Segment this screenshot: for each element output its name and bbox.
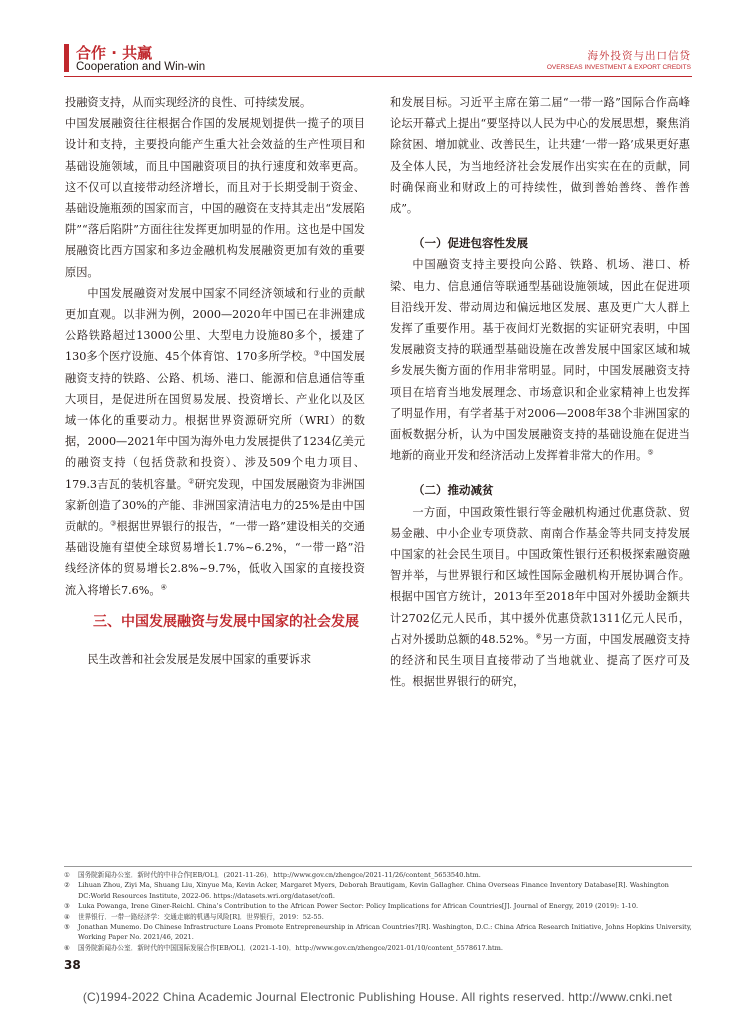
footnotes: [64, 870, 692, 953]
right-paragraph-2-text: 中国融资支持主要投向公路、铁路、机场、港口、桥梁、电力、信息通信等联通型基础设施领域，因此在促进项目沿线开发、带动周边和偏远地区发展、惠及更广大人群上发挥了重要作用。基于夜间灯光数据的实证研究表明，中国发展融资支持的联通型基础设施在改善发展中国家区域和城乡发展失衡方面的作用非常明显。同时，中国发展融资支持项目在培育当地发展理念、市场意识和企业家精神上也发挥了明显作用，有学者基于对2006—2008年38个非洲国家的面板数据分析，认为中国发展融资支持的基础设施在促进当地新的商业开发和经济活动上发挥着非常大的作用。: [390, 258, 690, 463]
footnote-text: Luka Powanga, Irene Giner-Reichl. China’s Contribution to the African Power Sector: Policy Implications for African Countries[J]. Journal of Energy, 2019 (2019): 1-10.: [78, 902, 639, 911]
footnote-item: [64, 943, 692, 953]
subheading-poverty-reduction: （二）推动减贫: [413, 483, 494, 498]
right-paragraph-1: 和发展目标。习近平主席在第二届“一带一路”国际合作高峰论坛开幕式上提出“要坚持以人民为中心的发展思想，聚焦消除贫困、增加就业、改善民生，让共建‘一带一路’成果更好惠及全体人民，为当地经济社会发展作出实实在在的贡献，同时确保商业和财政上的可持续性，做到善始善终、善作善成”。: [390, 96, 690, 216]
footnote-ref-6: ⑥: [535, 632, 542, 641]
left-paragraph-3b: 中国发展融资支持的铁路、公路、机场、港口、能源和信息通信等重大项目，是促进所在国贸易发展、投资增长、产业化以及区域一体化的重要动力。根据世界资源研究所（WRI）的数据，2000—2021年中国为海外电力发展提供了1234亿美元的融资支持（包括贷款和投资）、涉及509个电力项目、179.3吉瓦的装机容量。: [65, 350, 365, 491]
footnote-text: Lihuan Zhou, Ziyi Ma, Shuang Liu, Xinyue Ma, Kevin Acker, Margaret Myers, Deborah Brautigam, Kevin Gallagher. China Overseas Finance Inventory Database[R]. Washington DC:World Resources Institute, 2022-06. https://datasets.wri.org/dataset/cofi.: [78, 881, 669, 900]
left-column: [65, 92, 365, 670]
footnote-text: 国务院新闻办公室．新时代的中非合作[EB/OL]．(2021-11-26)．http://www.gov.cn/zhengce/2021-11/26/content_5653540.htm.: [78, 871, 481, 879]
footnote-ref-2: ②: [188, 476, 195, 485]
left-paragraph-3c: 研究发现，中国发展融资为非洲国家新创造了30%的产能、非洲国家清洁电力的25%是由中国贡献的。: [65, 477, 365, 534]
footnote-ref-5: ⑤: [647, 448, 654, 457]
right-paragraph-2: [390, 254, 690, 466]
footnote-number: ⑤: [64, 923, 70, 932]
footnote-ref-3b: ③: [110, 519, 117, 528]
copyright-footer: (C)1994-2022 China Academic Journal Electronic Publishing House. All rights reserved. http://www.cnki.net: [82, 990, 673, 1004]
left-paragraph-3a: 中国发展融资对发展中国家不同经济领域和行业的贡献更加直观。以非洲为例，2000—2020年中国已在非洲建成公路铁路超过13000公里、大型电力设施80多个，援建了130多个医疗设施、45个体育馆、170多所学校。: [65, 286, 365, 364]
footnote-item: [64, 880, 692, 901]
footnote-text: 世界银行．一带一路经济学：交通走廊的机遇与风险[R]．世界银行，2019：52-55.: [78, 912, 324, 921]
left-paragraph-3: [65, 283, 365, 601]
footnote-item: [64, 922, 692, 943]
left-paragraph-4: 民生改善和社会发展是发展中国家的重要诉求: [87, 652, 312, 666]
right-column: [390, 92, 690, 692]
section-heading-3: 三、中国发展融资与发展中国家的社会发展: [93, 613, 359, 630]
left-paragraph-2: 中国发展融资往往根据合作国的发展规划提供一揽子的项目设计和支持，主要投向能产生重大社会效益的生产性项目和基础设施领域，而且中国融资项目的执行速度和效率更高。这不仅可以直接带动经济增长，而且对于长期受制于资金、基础设施瓶颈的国家而言，中国的融资在支持其走出“发展陷阱”“落后陷阱”方面往往发挥更加明显的作用。这也是中国发展融资比西方国家和多边金融机构发展融资更加有效的重要原因。: [65, 117, 365, 279]
magazine-title-cn: 海外投资与出口信贷: [587, 50, 691, 62]
footnote-number: ④: [64, 912, 70, 921]
footnote-item: [64, 912, 692, 922]
section-title-cn: 合作 · 共赢: [76, 44, 153, 62]
header-rule: [64, 76, 692, 77]
subheading-inclusive-development: （一）促进包容性发展: [413, 236, 528, 251]
footnote-ref-4: ④: [160, 582, 167, 591]
right-paragraph-3a: 一方面，中国政策性银行等金融机构通过优惠贷款、贸易金融、中小企业专项贷款、南南合作基金等共同支持发展中国家的社会民生项目。中国政策性银行还积极探索融资融智并举，与世界银行和区域性国际金融机构开展协调合作。根据中国官方统计，2013年至2018年中国对外援助金额共计2702亿元人民币，其中援外优惠贷款1311亿元人民币，占对外援助总额的48.52%。: [390, 505, 690, 646]
left-paragraph-3d: 根据世界银行的报告，“一带一路”建设相关的交通基础设施有望使全球贸易增长1.7%~6.2%，“一带一路”沿线经济体的贸易增长2.8%~9.7%，低收入国家的直接投资流入将增长7.6%。: [65, 520, 365, 597]
footnote-ref-3: ③: [313, 349, 321, 358]
section-title-en: Cooperation and Win-win: [76, 61, 206, 73]
footnote-number: ③: [64, 902, 70, 911]
footnote-number: ⑥: [64, 943, 70, 952]
left-paragraph-1: 投融资支持，从而实现经济的良性、可持续发展。: [65, 96, 312, 109]
footnote-item: [64, 901, 692, 911]
header-accent-bar: [64, 44, 69, 72]
footnote-item: [64, 870, 692, 880]
right-paragraph-3b: 另一方面，中国发展融资支持的经济和民生项目直接带动了当地就业、提高了医疗可及性。根据世界银行的研究，: [390, 632, 690, 689]
magazine-title-en: OVERSEAS INVESTMENT & EXPORT CREDITS: [546, 64, 691, 71]
footnote-number: ①: [64, 871, 70, 879]
page-number: 38: [64, 958, 81, 972]
footnote-rule: [64, 866, 692, 867]
footnote-text: 国务院新闻办公室．新时代的中国国际发展合作[EB/OL]．(2021-1-10)．http://www.gov.cn/zhengce/2021-01/10/content_5578617.htm.: [78, 943, 503, 952]
right-paragraph-3: [390, 502, 690, 693]
footnote-text: Jonathan Munemo. Do Chinese Infrastructure Loans Promote Entrepreneurship in African Countries?[R]. Washington, D.C.: China Africa Research Initiative, Johns Hopkins University, Working Paper No. 2021/46, 2021.: [78, 923, 692, 942]
footnote-number: ②: [64, 881, 70, 890]
